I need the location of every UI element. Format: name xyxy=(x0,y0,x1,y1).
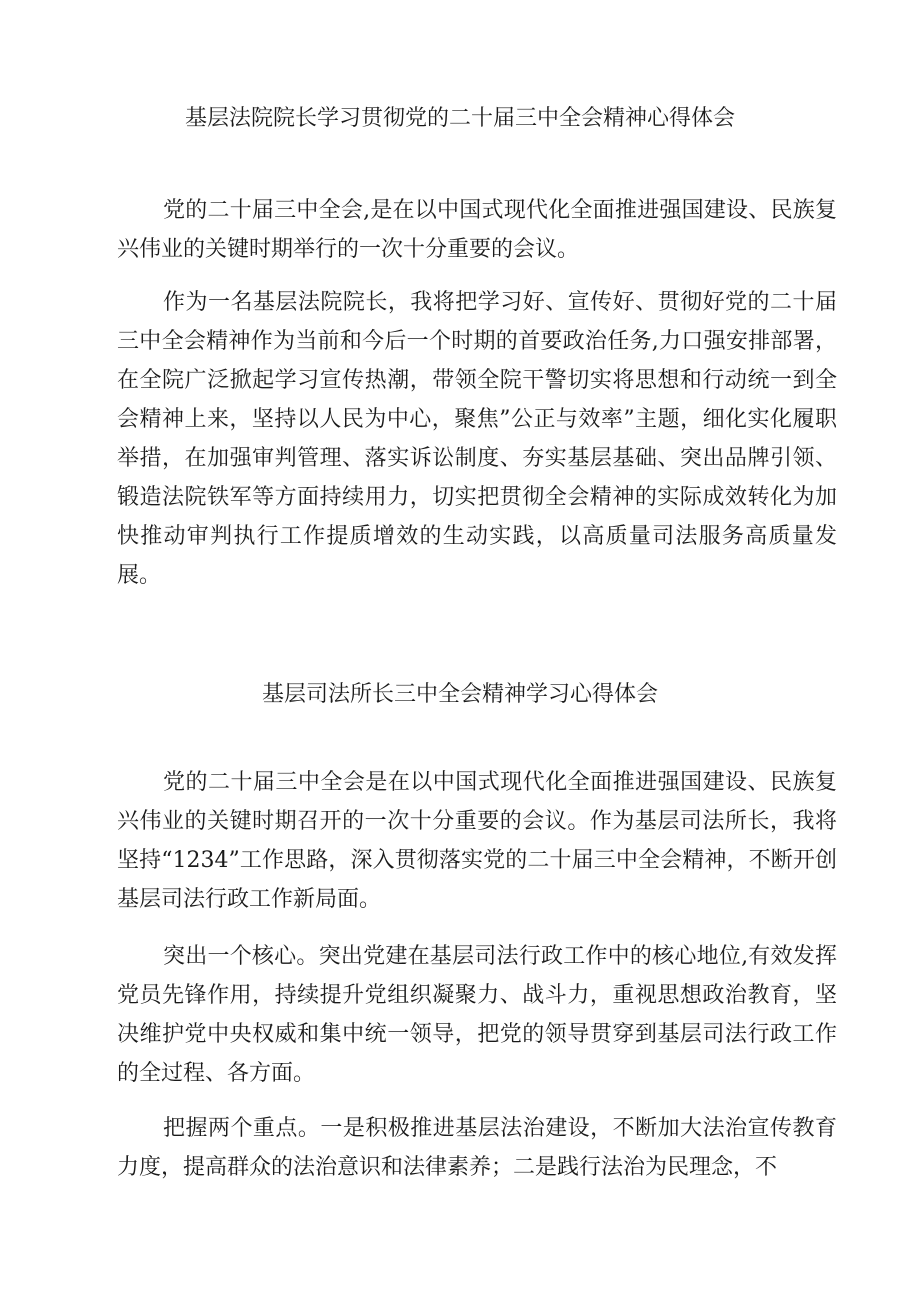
section-1-paragraph-1: 党的二十届三中全会,是在以中国式现代化全面推进强国建设、民族复兴伟业的关键时期举行的一次十分重要的会议。 xyxy=(117,198,837,262)
section-1-title: 基层法院院长学习贯彻党的二十届三中全会精神心得体会 xyxy=(184,106,735,131)
section-1-paragraph-2: 作为一名基层法院院长，我将把学习好、宣传好、贯彻好党的二十届三中全会精神作为当前和今后一个时期的首要政治任务,力口强安排部署，在全院广泛掀起学习宣传热潮，带领全院干警切实将思想和行动统一到全会精神上来，坚持以人民为中心，聚焦”公正与效率”主题，细化实化履职举措，在加强审判管理、落实诉讼制度、夯实基层基础、突出品牌引领、锻造法院铁军等方面持续用力，切实把贯彻全会精神的实际成效转化为加快推动审判执行工作提质增效的生动实践，以高质量司法服务高质量发展。 xyxy=(117,290,837,588)
section-2-title: 基层司法所长三中全会精神学习心得体会 xyxy=(261,682,658,707)
section-2-paragraph-2: 突出一个核心。突出党建在基层司法行政工作中的核心地位,有效发挥党员先锋作用，持续提升党组织凝聚力、战斗力，重视思想政治教育，坚决维护党中央权威和集中统一领导，把党的领导贯穿到基层司法行政工作的全过程、各方面。 xyxy=(117,944,837,1086)
section-2-paragraph-1: 党的二十届三中全会是在以中国式现代化全面推进强国建设、民族复兴伟业的关键时期召开的一次十分重要的会议。作为基层司法所长，我将坚持“1234”工作思路，深入贯彻落实党的二十届三中全会精神，不断开创基层司法行政工作新局面。 xyxy=(117,770,837,912)
section-2-paragraph-3: 把握两个重点。一是积极推进基层法治建设，不断加大法治宣传教育力度，提高群众的法治意识和法律素养；二是践行法治为民理念，不 xyxy=(117,1116,837,1180)
